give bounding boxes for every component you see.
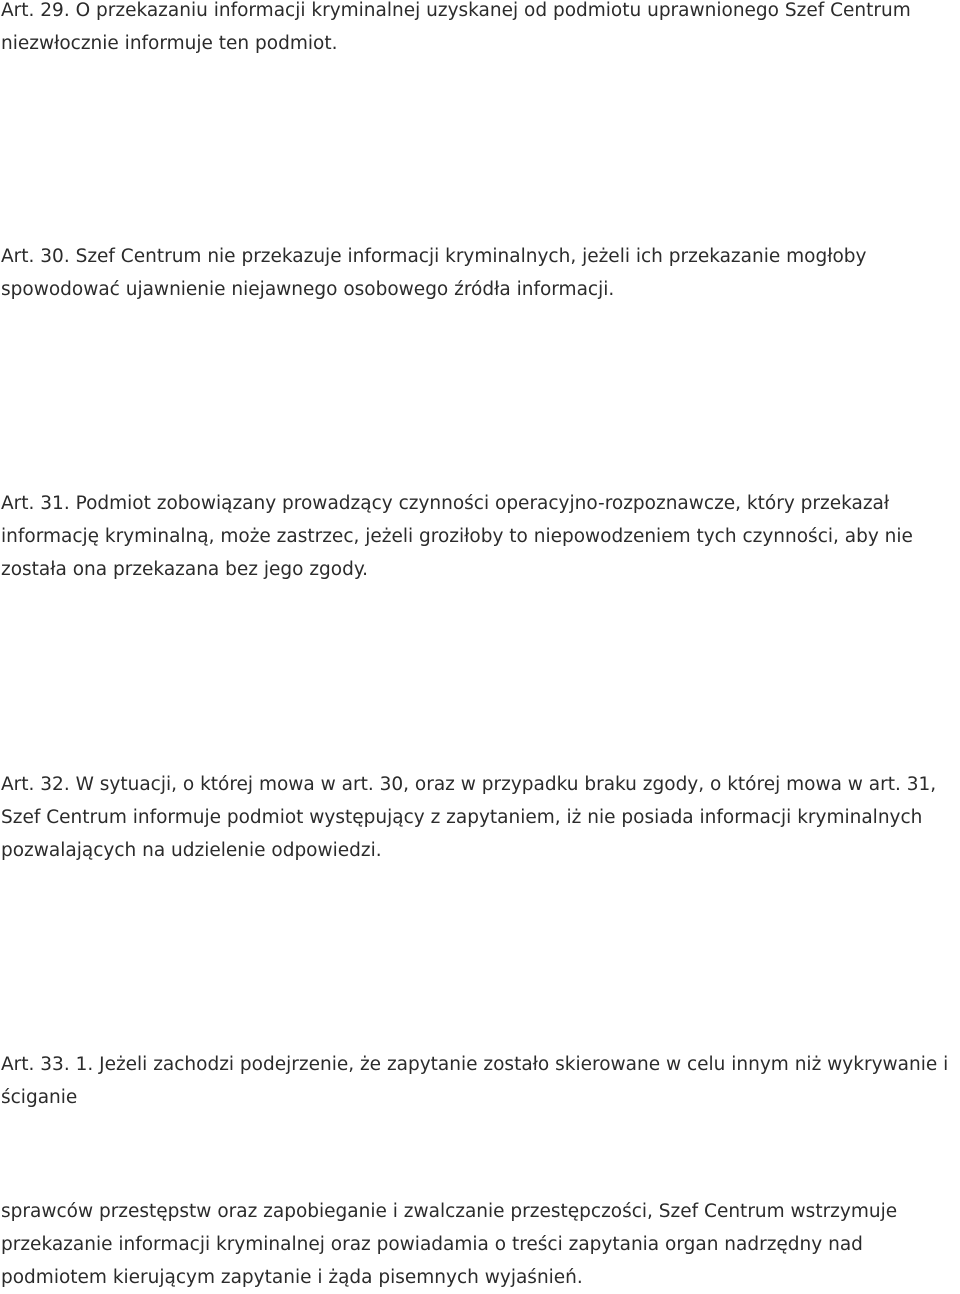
text-line: Szef Centrum informuje podmiot występujący z zapytaniem, iż nie posiada informacji kryminalnych: [1, 807, 923, 828]
article-31-paragraph: [1, 487, 960, 586]
text-line: podmiotem kierującym zapytanie i żąda pisemnych wyjaśnień.: [1, 1267, 583, 1288]
text-line: przekazanie informacji kryminalnej oraz powiadamia o treści zapytania organ nadrzędny nad: [1, 1234, 863, 1255]
text-line: niezwłocznie informuje ten podmiot.: [1, 33, 338, 54]
text-line: pozwalających na udzielenie odpowiedzi.: [1, 840, 382, 861]
text-line: informację kryminalną, może zastrzec, jeżeli groziłoby to niepowodzeniem tych czynności, aby nie: [1, 526, 913, 547]
article-32-paragraph: [1, 768, 960, 867]
article-33-paragraph-continuation: [1, 1195, 960, 1294]
text-line: spowodować ujawnienie niejawnego osobowego źródła informacji.: [1, 279, 615, 300]
article-33-paragraph-start: [1, 1048, 960, 1114]
text-line: Art. 31. Podmiot zobowiązany prowadzący czynności operacyjno-rozpoznawcze, który przekazał: [1, 493, 890, 514]
text-line: Art. 32. W sytuacji, o której mowa w art. 30, oraz w przypadku braku zgody, o której mowa w art. 31,: [1, 774, 937, 795]
text-line: ściganie: [1, 1087, 78, 1108]
text-line: Art. 30. Szef Centrum nie przekazuje informacji kryminalnych, jeżeli ich przekazanie mogłoby: [1, 246, 867, 267]
article-30-paragraph: [1, 240, 960, 306]
text-line: sprawców przestępstw oraz zapobieganie i zwalczanie przestępczości, Szef Centrum wstrzymuje: [1, 1201, 898, 1222]
text-line: Art. 33. 1. Jeżeli zachodzi podejrzenie, że zapytanie zostało skierowane w celu innym niż wykrywanie i: [1, 1054, 949, 1075]
text-line: Art. 29. O przekazaniu informacji kryminalnej uzyskanej od podmiotu uprawnionego Szef Centrum: [1, 0, 911, 21]
article-29-paragraph: [1, 0, 960, 60]
text-line: została ona przekazana bez jego zgody.: [1, 559, 369, 580]
